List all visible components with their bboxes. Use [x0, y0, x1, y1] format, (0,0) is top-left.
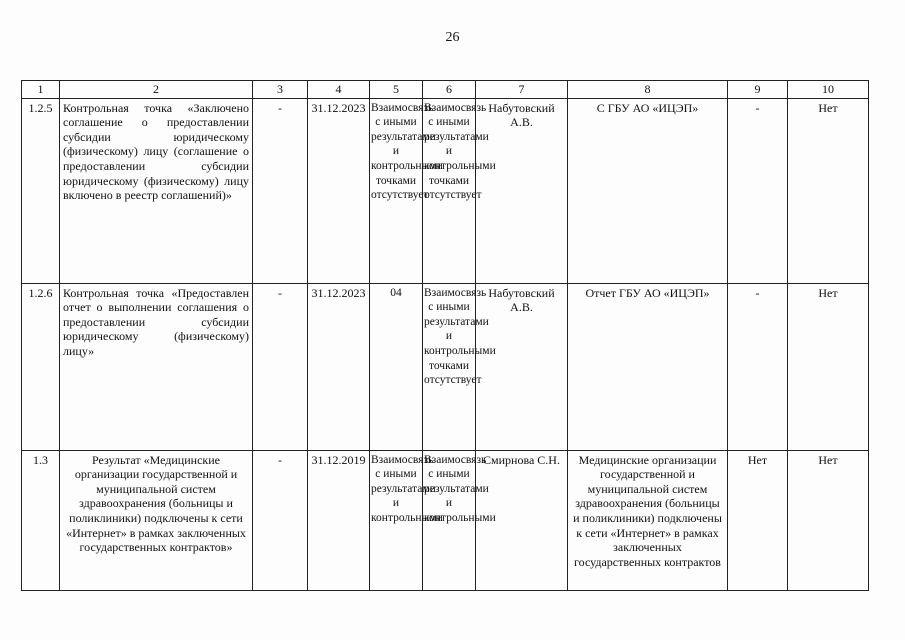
cell-col5: Взаимосвязь с иными результатами и контрольными точками отсутствует	[370, 98, 423, 283]
row-document: Медицинские организации государственной и муниципальной систем здравоохранения (больницы и поликлиники) подключены к сети «Интернет» в рамках заключенных государственных контрактов	[568, 450, 728, 590]
column-header: 9	[728, 81, 788, 99]
cell-col9: Нет	[728, 450, 788, 590]
cell-col9: -	[728, 98, 788, 283]
cell-col6: Взаимосвязь с иными результатами и контрольными точками отсутствует	[423, 283, 476, 450]
column-header: 7	[476, 81, 568, 99]
cell-col6: Взаимосвязь с иными результатами и контрольными	[423, 450, 476, 590]
table-row	[22, 283, 869, 450]
cell-col3: -	[253, 283, 308, 450]
cell-col3: -	[253, 98, 308, 283]
cell-col3: -	[253, 450, 308, 590]
row-description: Результат «Медицинские организации государственной и муниципальной систем здравоохранения (больницы и поликлиники) подключены к сети «Интернет» в рамках заключенных государственных контрактов»	[60, 450, 253, 590]
row-date: 31.12.2019	[308, 450, 370, 590]
cell-col5: 04	[370, 283, 423, 450]
row-document: С ГБУ АО «ИЦЭП»	[568, 98, 728, 283]
page-number: 26	[445, 30, 460, 45]
row-responsible: Смирнова С.Н.	[476, 450, 568, 590]
row-date: 31.12.2023	[308, 98, 370, 283]
row-number: 1.3	[22, 450, 60, 590]
cell-col10: Нет	[788, 450, 869, 590]
row-description: Контрольная точка «Заключено соглашение о предоставлении субсидии юридическому (физическому) лицу (соглашение о предоставлении субсидии юридическому (физическому) лицу включено в реестр соглашений)»	[60, 98, 253, 283]
table-row	[22, 450, 869, 590]
column-header: 2	[60, 81, 253, 99]
cell-col10: Нет	[788, 98, 869, 283]
column-header: 4	[308, 81, 370, 99]
row-responsible: Набутовский А.В.	[476, 283, 568, 450]
row-number: 1.2.5	[22, 98, 60, 283]
cell-col10: Нет	[788, 283, 869, 450]
column-header: 8	[568, 81, 728, 99]
cell-col6: Взаимосвязь с иными результатами и контрольными точками отсутствует	[423, 98, 476, 283]
row-document: Отчет ГБУ АО «ИЦЭП»	[568, 283, 728, 450]
table-row	[22, 98, 869, 283]
cell-col5: Взаимосвязь с иными результатами и контрольными	[370, 450, 423, 590]
row-number: 1.2.6	[22, 283, 60, 450]
plan-table	[21, 80, 869, 591]
column-header: 1	[22, 81, 60, 99]
row-responsible: Набутовский А.В.	[476, 98, 568, 283]
column-header: 3	[253, 81, 308, 99]
header-row	[22, 81, 869, 99]
row-date: 31.12.2023	[308, 283, 370, 450]
row-description: Контрольная точка «Предоставлен отчет о выполнении соглашения о предоставлении субсидии юридическому (физическому) лицу»	[60, 283, 253, 450]
cell-col9: -	[728, 283, 788, 450]
column-header: 6	[423, 81, 476, 99]
column-header: 5	[370, 81, 423, 99]
column-header: 10	[788, 81, 869, 99]
